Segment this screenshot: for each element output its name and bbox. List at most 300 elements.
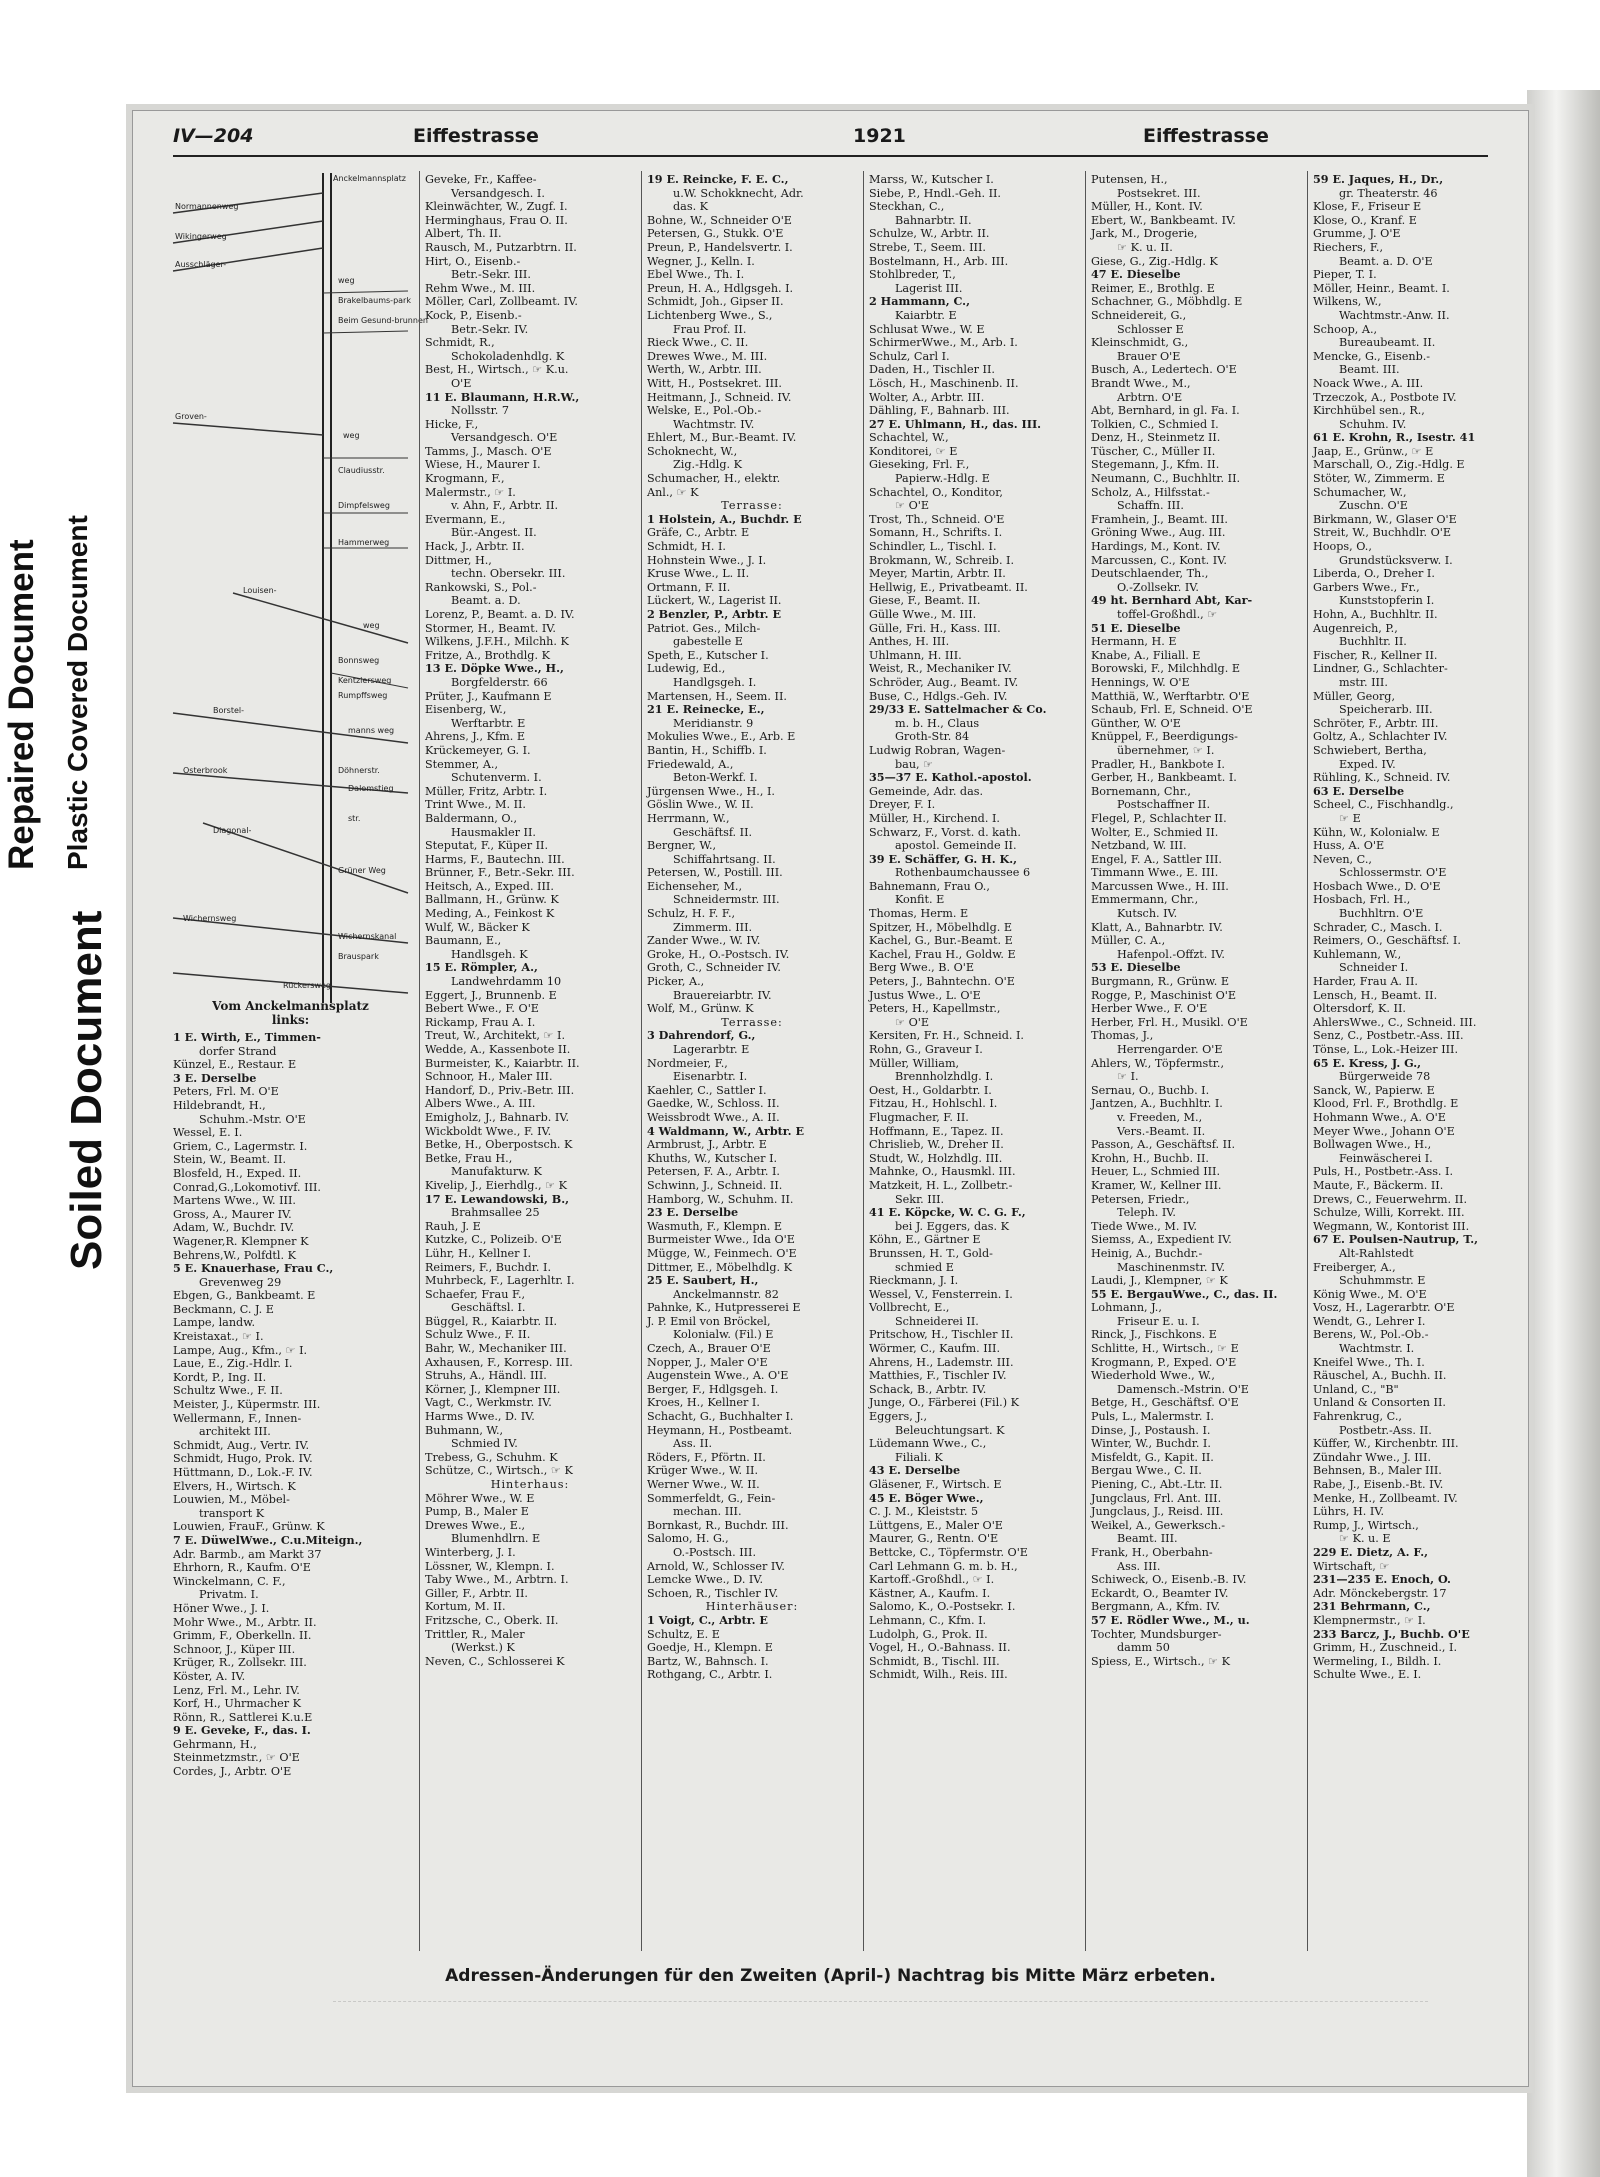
directory-entry-line: Rieckmann, J. I. [869,1274,959,1288]
directory-entry-line: Flugmacher, F. II. [869,1110,969,1124]
directory-entry-line: Muhrbeck, F., Lagerhltr. I. [425,1274,575,1288]
directory-entry-line: Künzel, E., Restaur. E [173,1058,297,1072]
directory-entry-line: Menke, H., Zollbeamt. IV. [1313,1491,1458,1505]
directory-entry-line: ☞ E [1339,811,1361,825]
directory-entry-line: Hohn, A., Buchhltr. II. [1313,608,1438,621]
directory-entry-line: Khuths, W., Kutscher I. [647,1151,778,1165]
directory-entry-line: techn. Obersekr. III. [451,567,566,581]
directory-entry-line: Beamt. a. D. [451,594,521,608]
directory-entry-line: Maurer, G., Rentn. O'E [869,1532,999,1546]
directory-entry-line: Schachtel, W., [869,431,949,445]
directory-entry-line: Brunssen, H. T., Gold- [869,1246,993,1260]
directory-entry-line: Kuhlemann, W., [1313,947,1402,961]
directory-entry-line: Marss, W., Kutscher I. [869,173,994,186]
directory-entry-line: Gieseking, Frl. F., [869,458,970,472]
directory-entry-line: Albers Wwe., A. III. [425,1097,536,1111]
directory-entry-line: Vers.-Beamt. II. [1117,1124,1206,1138]
directory-entry-line: Groth, C., Schneider IV. [647,961,781,975]
directory-entry-line: Brauereiarbtr. IV. [673,988,772,1002]
directory-entry-line: Fritze, A., Brothdlg. K [425,648,550,662]
directory-entry-line: 55 E. BergauWwe., C., das. II. [1091,1286,1278,1301]
directory-entry-line: Tüscher, C., Müller II. [1091,444,1216,458]
directory-entry-line: Ortmann, F. II. [647,580,731,594]
directory-entry-line: Buchhltr. II. [1339,635,1407,649]
directory-entry-line: Wolter, A., Arbtr. III. [869,390,985,404]
directory-entry-line: Winter, W., Buchdr. I. [1091,1437,1211,1451]
directory-entry-line: Peters, Frl. M. O'E [173,1085,279,1099]
directory-entry-line: Ahrens, J., Kfm. E [425,730,525,744]
directory-entry-line: 45 E. Böger Wwe., [869,1490,984,1505]
directory-entry-line: Schumacher, H., elektr. [647,472,781,486]
map-street-label: Kentzlersweg [338,676,392,685]
directory-entry-line: Frau Prof. II. [673,322,747,336]
directory-entry-line: Kreistaxat., ☞ I. [173,1330,264,1344]
directory-entry-line: Ebel Wwe., Th. I. [647,268,745,282]
directory-entry-line: Kock, P., Eisenb.- [425,308,522,322]
directory-entry-line: Exped. IV. [1339,757,1396,771]
directory-entry-line: Peters, H., Kapellmstr., [869,1002,1001,1016]
directory-entry-line: Giese, F., Beamt. II. [869,594,981,608]
directory-entry-line: Bahr, W., Mechaniker III. [425,1342,567,1356]
directory-entry-line: Betr.-Sekr. IV. [451,322,529,336]
directory-entry-line: Neven, C., Schlosserei K [425,1654,565,1668]
directory-entry-line: Gülle, Fri. H., Kass. III. [869,621,1001,635]
directory-entry-line: Ebert, W., Bankbeamt. IV. [1091,213,1236,227]
directory-entry-line: Brünner, F., Betr.-Sekr. III. [425,866,575,880]
directory-entry-line: 39 E. Schäffer, G. H. K., [869,851,1018,866]
directory-entry-line: Dähling, F., Bahnarb. III. [869,404,1010,418]
directory-entry-line: Schaffn. III. [1117,499,1184,513]
map-street-label: weg [343,431,360,440]
directory-entry-line: Sanck, W., Papierw. E [1313,1083,1435,1097]
directory-entry-line: Rankowski, S., Pol.- [425,580,537,594]
directory-entry-line: Schwinn, J., Schneid. II. [647,1178,783,1192]
directory-entry-line: toffel-Großhdl., ☞ [1117,608,1218,621]
directory-entry-line: Werner Wwe., W. II. [647,1478,760,1491]
directory-entry-line: 7 E. DüwelWwe., C.u.Miteign., [173,1532,363,1547]
directory-entry-line: Baumann, E., [425,934,502,948]
directory-entry-line: Betr.-Sekr. III. [451,268,531,282]
directory-entry-line: O.-Postsch. III. [673,1545,757,1559]
directory-entry-line: Kutzke, C., Polizeib. O'E [425,1233,562,1247]
directory-entry-line: Krogmann, F., [425,472,505,486]
directory-entry-line: Laudi, J., Klempner, ☞ K [1091,1274,1228,1288]
directory-entry-line: Hafenpol.-Offzt. IV. [1117,947,1225,961]
directory-entry-line: Wolf, M., Grünw. K [647,1002,754,1016]
directory-entry-line: Weikel, A., Gewerksch.- [1091,1518,1226,1532]
directory-entry-line: Postsekret. III. [1117,186,1201,200]
directory-entry-line: Geschäftsl. I. [451,1301,526,1315]
directory-entry-line: Weissbrodt Wwe., A. II. [647,1110,780,1124]
directory-entry-line: Patriot. Ges., Milch- [647,621,761,635]
directory-entry-line: Vagt, C., Werkmstr. IV. [425,1396,552,1410]
directory-entry-line: Trost, Th., Schneid. O'E [869,512,1005,526]
directory-entry-line: Landwehrdamm 10 [451,975,562,989]
directory-entry-line: Kühn, W., Kolonialw. E [1313,825,1440,839]
directory-entry-line: 35—37 E. Kathol.-apostol. [869,770,1032,785]
page-edge [1527,90,1600,2177]
directory-entry-line: 1 E. Wirth, E., Timmen- [173,1030,321,1044]
directory-entry-line: Anckelmannstr. 82 [673,1287,779,1301]
directory-entry-line: 2 Benzler, P., Arbtr. E [647,607,781,621]
directory-entry-line: 53 E. Dieselbe [1091,960,1181,975]
directory-entry-line: Küffer, W., Kirchenbtr. III. [1313,1437,1459,1451]
directory-entry-line: Damensch.-Mstrin. O'E [1117,1382,1249,1396]
directory-entry-line: Lensch, H., Beamt. II. [1313,988,1438,1002]
directory-entry-line: Elvers, H., Wirtsch. K [173,1479,296,1493]
directory-entry-line: Köster, A. IV. [173,1669,246,1683]
directory-entry-line: Brauer O'E [1117,349,1181,363]
directory-entry-line: Wellermann, F., Innen- [173,1411,302,1425]
directory-entry-line: bau, ☞ [895,757,934,771]
directory-entry-line: Ass. II. [673,1437,713,1451]
directory-entry-line: Adam, W., Buchdr. IV. [173,1221,295,1235]
directory-entry-line: Krüger Wwe., W. II. [647,1464,759,1478]
directory-entry-line: 43 E. Derselbe [869,1463,961,1478]
directory-entry-line: Evermann, E., [425,512,506,526]
directory-entry-line: Bureaubeamt. II. [1339,336,1436,350]
directory-entry-line: Wessel, E. I. [173,1126,243,1140]
directory-entry-line: Buhmann, W., [425,1423,504,1437]
directory-entry-line: Krohn, H., Buchb. II. [1091,1151,1209,1165]
directory-entry-line: Rieck Wwe., C. II. [647,336,749,350]
directory-entry-line: Lührs, H. IV. [1313,1505,1385,1519]
map-street-label: Hammerweg [338,538,390,547]
directory-entry-line: Neumann, C., Buchhltr. II. [1091,472,1241,486]
directory-entry-line: Kortum, M. II. [425,1600,506,1614]
directory-entry-line: Louwien, M., Möbel- [173,1493,290,1507]
map-caption [173,999,408,1027]
directory-entry-line: Wedde, A., Kassenbote II. [425,1043,571,1056]
directory-entry-line: Kleinwächter, W., Zugf. I. [425,200,568,214]
directory-entry-line: Trebess, G., Schuhm. K [425,1450,558,1464]
directory-entry-line: AhlersWwe., C., Schneid. III. [1313,1015,1477,1029]
directory-entry-line: u.W. Schokknecht, Adr. [673,186,804,200]
directory-entry-line: 4 Waldmann, W., Arbtr. E [647,1123,804,1138]
directory-entry-line: Adr. Barmb., am Markt 37 [173,1547,322,1561]
directory-entry-line: Fahrenkrug, C., [1313,1410,1402,1424]
directory-entry-line: Streit, W., Buchhdlr. O'E [1313,526,1452,540]
directory-entry-line: Bantin, H., Schiffb. I. [647,743,767,757]
directory-entry-line: 61 E. Krohn, R., Isestr. 41 [1313,430,1476,445]
directory-entry-line: Brennholzhdlg. I. [895,1070,994,1084]
directory-entry-line: Schmidt, Joh., Gipser II. [647,295,784,309]
directory-entry-line: Stegemann, J., Kfm. II. [1091,458,1220,472]
directory-entry-line: 3 E. Derselbe [173,1070,257,1085]
directory-entry-line: 63 E. Derselbe [1313,783,1405,798]
directory-entry-line: Ludolph, G., Prok. II. [869,1627,988,1641]
directory-entry-line: 59 E. Jaques, H., Dr., [1313,172,1444,186]
directory-entry-line: transport K [199,1506,265,1520]
directory-entry-line: Mügge, W., Feinmech. O'E [647,1246,797,1260]
directory-entry-line: Schlusat Wwe., W. E [869,322,985,336]
directory-entry-line: Uhlmann, H. III. [869,648,962,662]
directory-entry-line: 17 E. Lewandowski, B., [425,1191,570,1206]
directory-entry-line: 25 E. Saubert, H., [647,1273,759,1288]
directory-entry-line: Lohmann, J., [1091,1301,1162,1315]
directory-entry-line: Behnsen, B., Maler III. [1313,1464,1442,1478]
column-divider [419,171,420,1951]
directory-entry-line: Beton-Werkf. I. [673,771,758,785]
directory-entry-line: Herber, Frl. H., Musikl. O'E [1091,1015,1248,1029]
directory-entry-line: Puls, L., Malermstr. I. [1091,1410,1214,1424]
directory-entry-line: Müller, H., Kirchend. I. [869,811,1000,825]
directory-entry-line: Riechers, F., [1313,240,1384,254]
map-street-label: Normannenweg [175,202,239,211]
directory-entry-line: Fischer, R., Kellner II. [1313,648,1438,662]
directory-entry-line: Ehlert, M., Bur.-Beamt. IV. [647,431,797,445]
directory-entry-line: Handlgsgeh. I. [673,675,757,689]
column-divider [1085,171,1086,1951]
directory-entry-line: Ludewig, Ed., [647,662,726,676]
directory-entry-line: Steckhan, C., [869,200,945,214]
directory-entry-line: Kleinschmidt, G., [1091,336,1189,350]
map-street-label: weg [338,276,355,285]
directory-entry-line: Jungclaus, J., Reisd. III. [1091,1505,1224,1519]
map-street-label: Dalemstieg [348,784,394,793]
directory-entry-line: Malermstr., ☞ I. [425,485,516,499]
directory-entry-line: Putensen, H., [1091,173,1168,186]
directory-entry-line: Hinterhäuser: [705,1600,799,1614]
directory-entry-line: 229 E. Dietz, A. F., [1313,1544,1429,1559]
directory-entry-line: Vogel, H., O.-Bahnass. II. [869,1641,1011,1655]
directory-entry-line: 67 E. Poulsen-Nautrup, T., [1313,1232,1479,1247]
directory-entry-line: Wasmuth, F., Klempn. E [647,1219,783,1233]
directory-entry-line: ☞ K. u. E [1339,1532,1391,1546]
side-labels [0,140,130,1280]
directory-entry-line: Schutenverm. I. [451,771,542,785]
directory-entry-line: 15 E. Römpler, A., [425,960,538,975]
directory-entry-line: Hohnstein Wwe., J. I. [647,553,767,567]
directory-entry-line: 27 E. Uhlmann, H., das. III. [869,416,1042,431]
directory-entry-line: Eggert, J., Brunnenb. E [425,988,557,1002]
directory-entry-line: Steputat, F., Küper II. [425,839,549,853]
map-street-label: Anckelmannsplatz [333,174,406,183]
directory-entry-line: Reimer, E., Brothlg. E [1091,281,1215,295]
directory-entry-line: Oest, H., Goldarbtr. I. [869,1083,992,1097]
directory-entry-line: Bergmann, A., Kfm. IV. [1091,1600,1221,1614]
directory-entry-line: Maute, F., Bäckerm. II. [1313,1178,1444,1192]
directory-entry-line: Gross, A., Maurer IV. [173,1207,292,1221]
directory-entry-line: Tamms, J., Masch. O'E [425,444,552,458]
directory-entry-line: Picker, A., [647,975,705,989]
directory-entry-line: C. J. M., Kleiststr. 5 [869,1505,979,1519]
directory-entry-line: Teleph. IV. [1117,1206,1176,1220]
directory-entry-line: Piening, C., Abt.-Ltr. II. [1091,1478,1223,1491]
directory-entry-line: Bürgerweide 78 [1339,1070,1431,1084]
directory-entry-line: Giller, F., Arbtr. II. [425,1586,528,1600]
directory-entry-line: Schaub, Frl. E, Schneid. O'E [1091,703,1253,717]
directory-entry-line: Hirt, O., Eisenb.- [425,254,521,268]
directory-entry-line: Schrader, C., Masch. I. [1313,920,1443,934]
directory-entry-line: Konditorei, ☞ E [869,444,958,458]
directory-entry-line: schmied E [895,1260,954,1274]
directory-entry-line: 51 E. Dieselbe [1091,620,1181,635]
directory-entry-line: Winckelmann, C. F., [173,1574,286,1588]
directory-entry-line: Zig.-Hdlg. K [673,458,742,472]
directory-entry-line: Feinwäscherei I. [1339,1151,1433,1165]
directory-entry-line: Kunststopferin I. [1339,594,1435,608]
directory-entry-line: 5 E. Knauerhase, Frau C., [173,1261,334,1276]
directory-entry-line: Scheel, C., Fischhandlg., [1313,798,1454,812]
directory-entry-line: Unland & Consorten II. [1313,1396,1446,1410]
directory-entry-line: Grimm, H., Zuschneid., I. [1313,1641,1458,1655]
directory-entry-line: Kachel, Frau H., Goldw. E [869,947,1016,961]
directory-entry-line: Sekr. III. [895,1192,945,1206]
directory-entry-line: Wiederhold Wwe., W., [1091,1369,1215,1383]
directory-entry-line: Eckardt, O., Beamter IV. [1091,1586,1229,1600]
directory-entry-line: Bollwagen Wwe., H., [1313,1138,1432,1152]
directory-entry-line: Groth-Str. 84 [895,730,970,744]
map-street-label: manns weg [348,726,395,735]
directory-entry-line: Günther, W. O'E [1091,716,1181,730]
directory-entry-line: Betke, H., Oberpostsch. K [425,1138,573,1152]
directory-entry-line: Harms Wwe., D. IV. [425,1410,535,1424]
directory-entry-line: Petersen, W., Postill. III. [647,866,783,880]
directory-entry-line: Salomo, H. G., [647,1532,729,1546]
map-caption-line: links: [271,1013,310,1027]
directory-entry-line: Mokulies Wwe., E., Arb. E [647,730,796,744]
directory-entry-line: Studt, W., Holzhdlg. III. [869,1151,1003,1165]
directory-entry-line: Ehrhorn, R., Kaufm. O'E [173,1561,311,1575]
directory-entry-line: Hosbach, Frl. H., [1313,893,1411,907]
directory-entry-line: Müller, Fritz, Arbtr. I. [425,784,548,798]
directory-entry-line: Pieper, T. I. [1313,268,1377,282]
directory-entry-line: Klood, Frl. F., Brothdlg. E [1313,1097,1459,1111]
directory-entry-line: Netzband, W. III. [1091,839,1187,853]
directory-entry-line: Lichtenberg Wwe., S., [647,308,773,322]
directory-entry-line: Rinck, J., Fischkons. E [1091,1328,1217,1342]
directory-entry-line: Bahnarbtr. II. [895,213,972,227]
directory-entry-line: Stemmer, A., [425,757,499,771]
directory-entry-line: Giese, G., Zig.-Hdlg. K [1091,254,1218,268]
street-map [173,173,428,1003]
directory-entry-line: Klatt, A., Bahnarbtr. IV. [1091,920,1223,934]
directory-entry-line: Lorenz, P., Beamt. a. D. IV. [425,608,575,621]
directory-entry-line: Meyer Wwe., Johann O'E [1313,1124,1455,1138]
directory-entry-line: Pump, B., Maler E [425,1505,529,1519]
directory-entry-line: Armbrust, J., Arbtr. E [647,1138,767,1152]
directory-entry-line: Papierw.-Hdlg. E [895,472,990,486]
directory-entry-line: Alt-Rahlstedt [1339,1246,1414,1260]
directory-entry-line: Borgfelderstr. 66 [451,675,548,689]
directory-entry-line: Spiess, E., Wirtsch., ☞ K [1091,1654,1231,1668]
directory-entry-line: Heitmann, J., Schneid. IV. [647,390,792,404]
directory-entry-line: Drewes Wwe., M. III. [647,349,768,363]
directory-entry-line: Bür.-Angest. II. [451,526,537,540]
directory-entry-line: Schuhm.-Mstr. O'E [199,1112,306,1126]
directory-entry-line: Beamt. a. D. O'E [1339,254,1433,268]
directory-entry-line: Liberda, O., Dreher I. [1313,567,1435,581]
directory-entry-line: Krückemeyer, G. I. [425,743,531,757]
directory-entry-line: Neven, C., [1313,852,1372,866]
directory-entry-line: Nollsstr. 7 [451,404,510,418]
directory-entry-line: Pritschow, H., Tischler II. [869,1328,1014,1342]
directory-entry-line: (Werkst.) K [451,1641,515,1655]
directory-entry-line: Salomo, K., O.-Postsekr. I. [869,1600,1016,1614]
directory-entry-line: 23 E. Derselbe [647,1205,739,1220]
directory-entry-line: Thomas, Herm. E [869,907,969,921]
directory-entry-line: Busch, A., Ledertech. O'E [1091,363,1237,377]
directory-entry-line: Anl., ☞ K [647,485,699,499]
directory-entry-line: Lüttgens, E., Maler O'E [869,1518,1003,1532]
directory-entry-line: Ludwig Robran, Wagen- [869,743,1006,757]
street-title-left: Eiffestrasse [413,125,539,147]
directory-entry-line: Höner Wwe., J. I. [173,1601,270,1615]
directory-entry-line: Wachtmstr.-Anw. II. [1339,308,1450,322]
directory-entry-line: Gehrmann, H., [173,1737,257,1751]
directory-entry-line: Somann, H., Schrifts. I. [869,526,1003,540]
map-street-label: Wikingerweg [175,232,227,241]
directory-entry-line: Carl Lehmann G. m. b. H., [869,1559,1018,1573]
directory-entry-line: ☞ I. [1117,1070,1139,1084]
footer-bleedthrough [333,2001,1428,2016]
directory-entry-line: Sernau, O., Buchb. I. [1091,1083,1210,1097]
directory-entry-line: Möhrer Wwe., W. E [425,1491,535,1505]
directory-entry-line: Hausmakler II. [451,825,536,839]
directory-entry-line: Hohmann Wwe., A. O'E [1313,1110,1446,1124]
directory-entry-line: Wirtschaft, ☞ [1313,1559,1390,1573]
directory-entry-line: Heuer, L., Schmied III. [1091,1165,1221,1179]
directory-entry-line: Hicke, F., [425,417,479,431]
label-plastic-covered-document: Plastic Covered Document [62,515,93,870]
directory-entry-line: Czech, A., Brauer O'E [647,1342,771,1356]
directory-entry-line: Gräfe, C., Arbtr. E [647,526,750,540]
directory-entry-line: Kramer, W., Kellner III. [1091,1178,1222,1192]
directory-entry-line: Schumacher, W., [1313,485,1407,499]
directory-entry-line: Schmidt, B., Tischl. III. [869,1654,1000,1668]
directory-entry-line: Marcussen, C., Kont. IV. [1091,553,1227,567]
directory-entry-line: Schoen, R., Tischler IV. [647,1586,779,1600]
directory-entry-line: Bohne, W., Schneider O'E [647,213,792,227]
directory-entry-line: Schindler, L., Tischl. I. [869,540,997,554]
directory-entry-line: Schneiderei II. [895,1314,979,1328]
directory-entry-line: Rohn, G., Graveur I. [869,1043,983,1056]
directory-entry-line: Gerber, H., Bankbeamt. I. [1091,771,1237,785]
directory-entry-line: Burmeister Wwe., Ida O'E [647,1233,795,1247]
directory-entry-line: Hildebrandt, H., [173,1098,266,1112]
column-divider [1307,171,1308,1951]
directory-entry-line: Schacht, G., Buchhalter I. [647,1410,794,1424]
directory-entry-line: Postschaffner II. [1117,798,1211,812]
directory-entry-line: Bostelmann, H., Arb. III. [869,254,1009,268]
directory-entry-line: Lenz, Frl. M., Lehr. IV. [173,1683,300,1697]
directory-entry-line: 19 E. Reincke, F. E. C., [647,172,789,186]
directory-entry-line: Herrmann, W., [647,811,730,825]
directory-entry-line: Jürgensen Wwe., H., I. [647,784,775,798]
directory-entry-line: Zimmerm. III. [673,920,753,934]
directory-entry-line: Wachtmstr. IV. [673,417,755,431]
directory-entry-line: Ass. III. [1117,1559,1161,1573]
directory-entry-line: Schlossermstr. O'E [1339,866,1447,880]
directory-entry-line: Klose, O., Kranf. E [1313,213,1417,227]
directory-entry-line: Fritzsche, C., Oberk. II. [425,1613,559,1627]
directory-entry-line: Chrislieb, W., Dreher II. [869,1138,1004,1152]
directory-entry-line: Wickboldt Wwe., F. IV. [425,1124,552,1138]
directory-entry-line: Schmidt, Aug., Vertr. IV. [173,1438,310,1452]
directory-entry-line: Wendt, G., Lehrer I. [1313,1314,1426,1328]
directory-entry-line: Meridianstr. 9 [673,716,754,730]
directory-entry-line: Herrengarder. O'E [1117,1043,1223,1056]
directory-entry-line: Kachel, G., Bur.-Beamt. E [869,934,1013,948]
directory-entry-line: Werftarbtr. E [451,716,526,730]
directory-entry-line: Bornkast, R., Buchdr. III. [647,1518,789,1532]
directory-entry-line: ☞ K. u. II. [1117,240,1173,254]
directory-entry-line: Betge, H., Geschäftsf. O'E [1091,1396,1239,1410]
column-6 [1313,173,1488,1943]
directory-entry-line: 49 ht. Bernhard Abt, Kar- [1091,593,1253,608]
directory-entry-line: Stein, W., Beamt. II. [173,1153,287,1167]
